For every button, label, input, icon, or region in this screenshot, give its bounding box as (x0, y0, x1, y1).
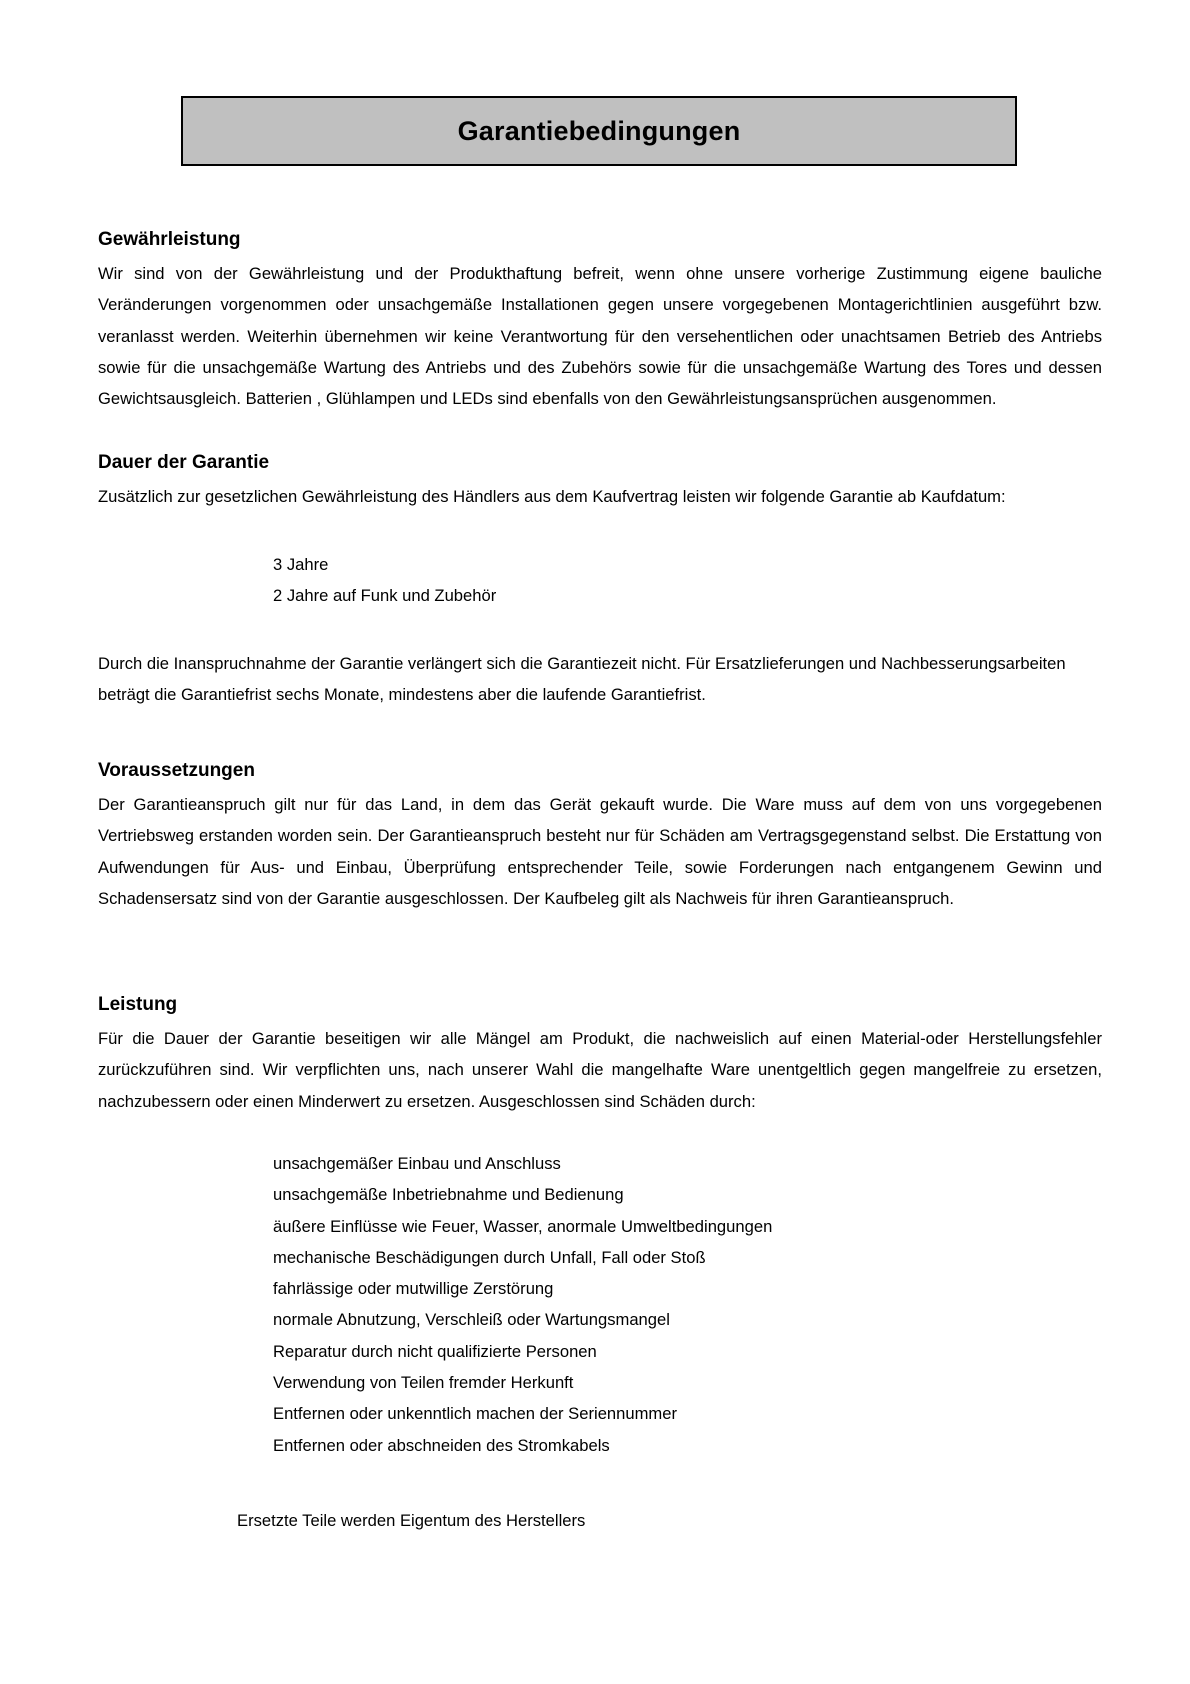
exclusion-list (273, 1148, 772, 1461)
heading-gewaehrleistung: Gewährleistung (98, 229, 241, 250)
paragraph-dauer-verlaengerung: Durch die Inanspruchnahme der Garantie verlängert sich die Garantiezeit nicht. Für Ersatzlieferungen und Nachbesserungsarbeiten beträgt die Garantiefrist sechs Monate, mindestens aber die laufende Garantiefrist. (98, 654, 1066, 705)
list-item: normale Abnutzung, Verschleiß oder Wartungsmangel (273, 1310, 670, 1330)
list-item: Verwendung von Teilen fremder Herkunft (273, 1373, 574, 1393)
heading-dauer: Dauer der Garantie (98, 452, 270, 473)
paragraph-voraussetzungen: Der Garantieanspruch gilt nur für das Land, in dem das Gerät gekauft wurde. Die Ware muss auf dem von uns vorgegebenen Vertriebsweg erstanden worden sein. Der Garantieanspruch besteht nur für Schäden am Vertragsgegenstand selbst. Die Erstattung von Aufwendungen für Aus- und Einbau, Überprüfung entsprechender Teile, sowie Forderungen nach entgangenem Gewinn und Schadensersatz sind von der Garantie ausgeschlossen. Der Kaufbeleg gilt als Nachweis für ihren Garantieanspruch. (98, 795, 1102, 908)
list-item: unsachgemäße Inbetriebnahme und Bedienung (273, 1185, 624, 1205)
list-item: mechanische Beschädigungen durch Unfall, Fall oder Stoß (273, 1247, 706, 1267)
page-title: Garantiebedingungen (457, 115, 741, 146)
list-item: Entfernen oder abschneiden des Stromkabels (273, 1435, 610, 1455)
list-item: fahrlässige oder mutwillige Zerstörung (273, 1279, 554, 1299)
paragraph-dauer: Zusätzlich zur gesetzlichen Gewährleistung des Händlers aus dem Kaufvertrag leisten wir folgende Garantie ab Kaufdatum: (98, 487, 1006, 506)
list-item: Entfernen oder unkenntlich machen der Seriennummer (273, 1404, 678, 1424)
list-item: äußere Einflüsse wie Feuer, Wasser, anormale Umweltbedingungen (273, 1216, 773, 1236)
heading-voraussetzungen: Voraussetzungen (98, 760, 255, 781)
list-item: 2 Jahre auf Funk und Zubehör (273, 586, 497, 606)
list-item: Reparatur durch nicht qualifizierte Personen (273, 1341, 597, 1361)
ownership-note: Ersetzte Teile werden Eigentum des Herstellers (237, 1511, 586, 1530)
paragraph-leistung: Für die Dauer der Garantie beseitigen wir alle Mängel am Produkt, die nachweislich auf einen Material-oder Herstellungsfehler zurückzuführen sind. Wir verpflichten uns, nach unserer Wahl die mangelhafte Ware unentgeltlich gegen mangelfreie zu ersetzen, nachzubessern oder einen Minderwert zu ersetzen. Ausgeschlossen sind Schäden durch: (98, 1029, 1102, 1111)
list-item: unsachgemäßer Einbau und Anschluss (273, 1154, 561, 1173)
title-box (181, 96, 1017, 166)
paragraph-gewaehrleistung: Wir sind von der Gewährleistung und der Produkthaftung befreit, wenn ohne unsere vorherige Zustimmung eigene bauliche Veränderungen vorgenommen oder unsachgemäße Installationen gegen unsere vorgegebenen Montagerichtlinien ausgeführt bzw. veranlasst werden. Weiterhin übernehmen wir keine Verantwortung für den versehentlichen oder unachtsamen Betrieb des Antriebs sowie für die unsachgemäße Wartung des Antriebs und des Zubehörs sowie für die unsachgemäße Wartung des Tores und dessen Gewichtsausgleich. Batterien , Glühlampen und LEDs sind ebenfalls von den Gewährleistungsansprüchen ausgenommen. (98, 264, 1102, 409)
list-item: 3 Jahre (273, 555, 329, 574)
duration-list (273, 549, 496, 612)
heading-leistung: Leistung (98, 994, 178, 1015)
